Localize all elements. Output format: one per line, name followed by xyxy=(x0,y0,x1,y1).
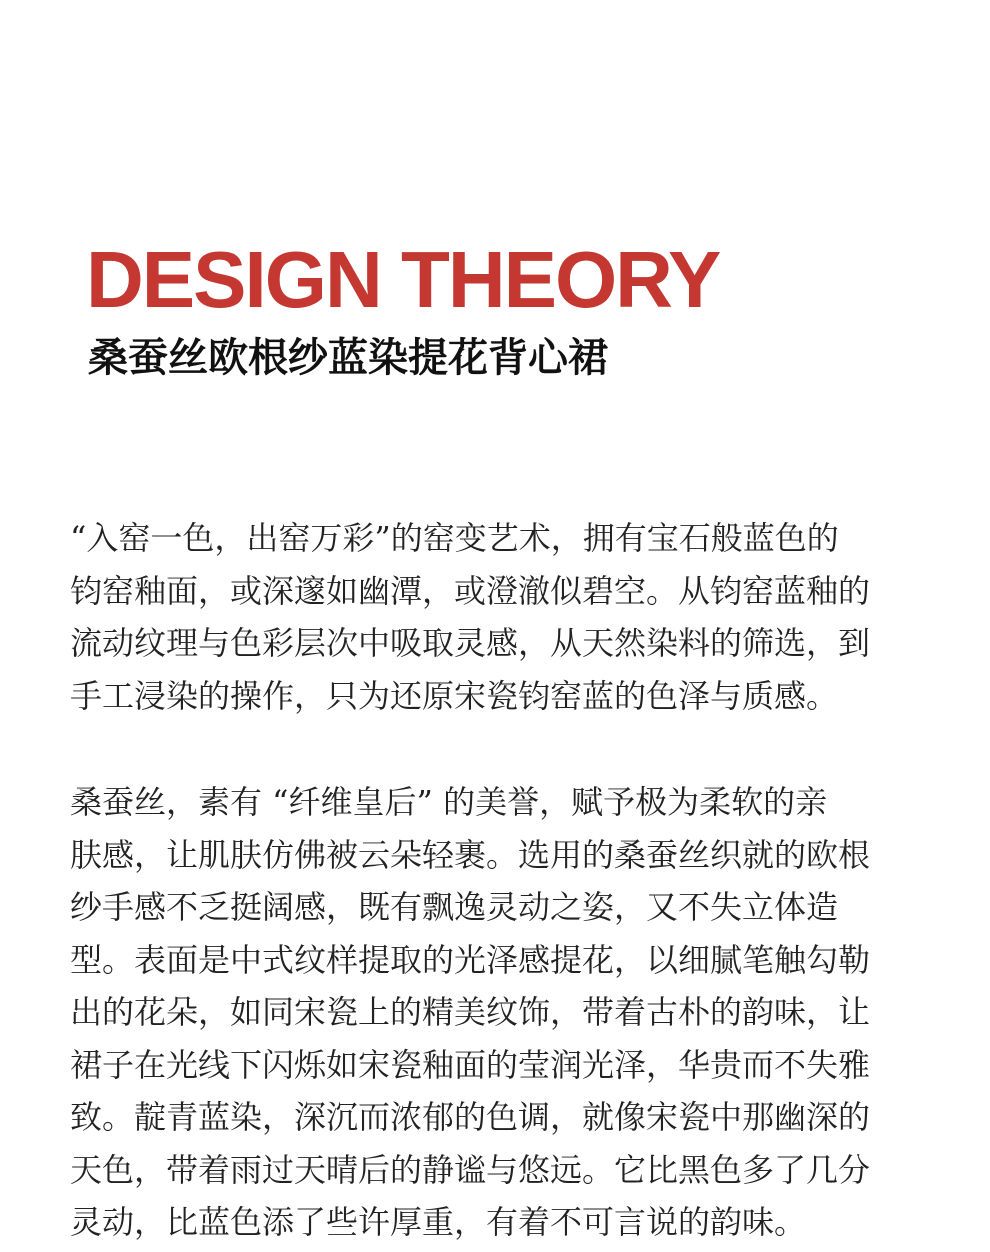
heading: DESIGN THEORY xyxy=(86,235,720,324)
paragraph-line: “入窑一色，出窑万彩”的窑变艺术，拥有宝石般蓝色的 xyxy=(70,519,839,557)
paragraph-line: 裙子在光线下闪烁如宋瓷釉面的莹润光泽，华贵而不失雅 xyxy=(70,1045,871,1084)
paragraph-line: 纱手感不乏挺阔感，既有飘逸灵动之姿，又不失立体造 xyxy=(70,888,839,926)
paragraph-line: 流动纹理与色彩层次中吸取灵感，从天然染料的筛选，到 xyxy=(70,624,871,662)
paragraph-line: 型。表面是中式纹样提取的光泽感提花，以细腻笔触勾勒 xyxy=(70,940,871,979)
paragraph-line: 手工浸染的操作，只为还原宋瓷钧窑蓝的色泽与质感。 xyxy=(70,676,839,715)
paragraph-line: 肤感，让肌肤仿佛被云朵轻裹。选用的桑蚕丝织就的欧根 xyxy=(70,835,871,874)
paragraph-mulberry-silk xyxy=(70,776,930,1249)
paragraph-line: 天色，带着雨过天晴后的静谧与悠远。它比黑色多了几分 xyxy=(70,1150,871,1189)
paragraph-line: 桑蚕丝，素有 “纤维皇后” 的美誉，赋予极为柔软的亲 xyxy=(70,783,828,821)
subtitle: 桑蚕丝欧根纱蓝染提花背心裙 xyxy=(88,335,608,381)
paragraph-line: 灵动，比蓝色添了些许厚重，有着不可言说的韵味。 xyxy=(70,1203,807,1241)
paragraph-line: 出的花朵，如同宋瓷上的精美纹饰，带着古朴的韵味，让 xyxy=(70,993,871,1031)
paragraph-line: 致。靛青蓝染，深沉而浓郁的色调，就像宋瓷中那幽深的 xyxy=(70,1098,871,1136)
paragraph-line: 钧窑釉面，或深邃如幽潭，或澄澈似碧空。从钧窑蓝釉的 xyxy=(70,571,871,610)
paragraph-kiln-glaze xyxy=(70,512,930,722)
